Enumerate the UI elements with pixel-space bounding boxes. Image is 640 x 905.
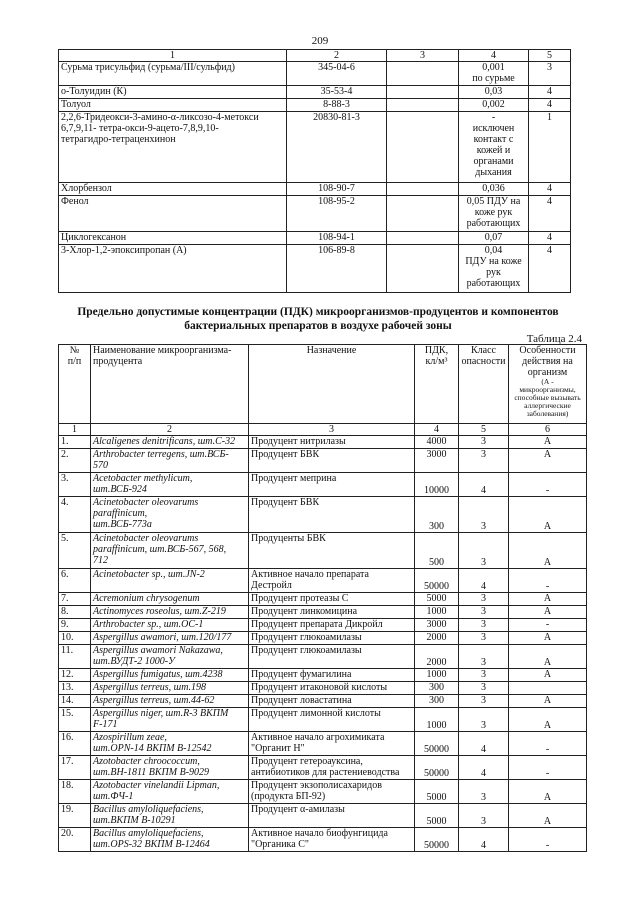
special-effect: А	[509, 533, 587, 569]
table-row	[59, 245, 571, 293]
organism-name: Azospirillum zeae, шт.OPN-14 ВКПМ В-12542	[91, 732, 249, 756]
hazard-class: 4	[459, 732, 509, 756]
purpose: Продуцент глюкоамилазы	[249, 632, 415, 645]
row-number: 12.	[59, 669, 91, 682]
row-number: 19.	[59, 804, 91, 828]
hazard-class: 3	[459, 436, 509, 449]
table-row	[59, 183, 571, 196]
hazard-class: 3	[459, 533, 509, 569]
hazard-class: 3	[459, 695, 509, 708]
header-name: Наименование микроорганизма- продуцента	[91, 345, 249, 424]
hazard-class: 4	[529, 86, 571, 99]
table-row	[59, 645, 587, 669]
cas-number: 8-88-3	[287, 99, 387, 112]
hazard-class: 4	[529, 196, 571, 232]
row-number: 18.	[59, 780, 91, 804]
organism-name: Acinetobacter oleovarums paraffinicum, шт.ВСБ-773а	[91, 497, 249, 533]
pdk-value: 0,036	[459, 183, 529, 196]
table-row	[59, 606, 587, 619]
row-number: 17.	[59, 756, 91, 780]
pdk-value: 2000	[415, 645, 459, 669]
pdk-value: 300	[415, 497, 459, 533]
row-number: 15.	[59, 708, 91, 732]
hazard-class: 4	[529, 183, 571, 196]
special-effect: -	[509, 619, 587, 632]
special-effect: -	[509, 756, 587, 780]
empty-cell	[387, 86, 459, 99]
column-index: 6	[509, 424, 587, 436]
column-index: 4	[415, 424, 459, 436]
empty-cell	[387, 232, 459, 245]
column-index: 1	[59, 424, 91, 436]
pdk-value: 1000	[415, 606, 459, 619]
organism-name: Aspergillus awamori, шт.120/177	[91, 632, 249, 645]
special-effect: А	[509, 497, 587, 533]
organism-name: Aspergillus niger, шт.R-3 ВКПМ F-171	[91, 708, 249, 732]
hazard-class: 3	[529, 62, 571, 86]
special-effect: А	[509, 606, 587, 619]
column-index: 2	[91, 424, 249, 436]
purpose: Продуцент экзополисахаридов (продукта БП-92)	[249, 780, 415, 804]
special-effect: А	[509, 804, 587, 828]
special-effect: А	[509, 645, 587, 669]
special-effect: А	[509, 436, 587, 449]
hazard-class: 3	[459, 606, 509, 619]
pdk-value: 0,05 ПДУ на коже рук работающих	[459, 196, 529, 232]
special-effect: А	[509, 593, 587, 606]
organism-name: Aspergillus fumigatus, шт.4238	[91, 669, 249, 682]
hazard-class: 3	[459, 497, 509, 533]
header-purpose: Назначение	[249, 345, 415, 424]
special-effect: А	[509, 708, 587, 732]
hazard-class: 3	[459, 619, 509, 632]
row-number: 9.	[59, 619, 91, 632]
hazard-class: 3	[459, 632, 509, 645]
substance-name: Хлорбензол	[59, 183, 287, 196]
table-row	[59, 695, 587, 708]
table-row	[59, 112, 571, 183]
column-index-row	[59, 424, 587, 436]
pdk-value: 500	[415, 533, 459, 569]
hazard-class: 3	[459, 645, 509, 669]
organism-name: Actinomyces roseolus, шт.Z-219	[91, 606, 249, 619]
organism-name: Acetobacter methylicum, шт.ВСБ-924	[91, 473, 249, 497]
purpose: Продуцент БВК	[249, 449, 415, 473]
row-number: 10.	[59, 632, 91, 645]
organism-name: Azotobacter vinelandii Lipman, шт.ФЧ-1	[91, 780, 249, 804]
substance-name: о-Толуидин (К)	[59, 86, 287, 99]
purpose: Продуцент протеазы С	[249, 593, 415, 606]
header-cell: 1	[59, 50, 287, 62]
cas-number: 108-90-7	[287, 183, 387, 196]
empty-cell	[387, 245, 459, 293]
table-row	[59, 232, 571, 245]
special-effect: А	[509, 695, 587, 708]
pdk-value: 300	[415, 695, 459, 708]
purpose: Продуцент фумагилина	[249, 669, 415, 682]
hazard-class: 4	[529, 99, 571, 112]
purpose: Продуцент препарата Дикройл	[249, 619, 415, 632]
cas-number: 108-94-1	[287, 232, 387, 245]
purpose: Продуцент гетероауксина, антибиотиков для растениеводства	[249, 756, 415, 780]
page-number: 209	[311, 35, 329, 47]
special-effect: -	[509, 828, 587, 852]
empty-cell	[387, 99, 459, 112]
header-pdk: ПДК, кл/м³	[415, 345, 459, 424]
purpose: Продуцент нитрилазы	[249, 436, 415, 449]
special-effect: -	[509, 732, 587, 756]
special-effect: А	[509, 449, 587, 473]
table-row	[59, 632, 587, 645]
organism-name: Alcaligenes denitrificans, шт.С-32	[91, 436, 249, 449]
table-row	[59, 669, 587, 682]
table-header-row	[59, 50, 571, 62]
table-row	[59, 682, 587, 695]
organism-name: Azotobacter chroococcum, шт.ВН-1811 ВКПМ В-9029	[91, 756, 249, 780]
table-chemical-pdk	[58, 49, 571, 293]
purpose: Продуцент ловастатина	[249, 695, 415, 708]
substance-name: Толуол	[59, 99, 287, 112]
hazard-class: 3	[459, 449, 509, 473]
cas-number: 345-04-6	[287, 62, 387, 86]
pdk-value: 0,07	[459, 232, 529, 245]
special-effect: -	[509, 569, 587, 593]
substance-name: 2,2,6-Тридеокси-3-амино-α-ликсозо-4-метокси 6,7,9,11- тетра-окси-9-ацето-7,8,9,10- тетрагидро-тетраценхинон	[59, 112, 287, 183]
purpose: Активное начало биофунгицида "Органика С"	[249, 828, 415, 852]
special-effect: А	[509, 669, 587, 682]
pdk-value: 0,04 ПДУ на коже рук работающих	[459, 245, 529, 293]
purpose: Продуцент α-амилазы	[249, 804, 415, 828]
row-number: 6.	[59, 569, 91, 593]
purpose: Продуцент БВК	[249, 497, 415, 533]
pdk-value: 5000	[415, 593, 459, 606]
pdk-value: 3000	[415, 449, 459, 473]
table-row	[59, 804, 587, 828]
pdk-value: 3000	[415, 619, 459, 632]
empty-cell	[387, 112, 459, 183]
row-number: 7.	[59, 593, 91, 606]
special-effect	[509, 682, 587, 695]
pdk-value: 0,03	[459, 86, 529, 99]
purpose: Продуцент меприна	[249, 473, 415, 497]
table-row	[59, 828, 587, 852]
organism-name: Acinetobacter sp., шт.JN-2	[91, 569, 249, 593]
header-special-note: (А - микроорганизмы, способные вызывать аллергические заболевания)	[514, 377, 581, 418]
purpose: Активное начало препарата Дестройл	[249, 569, 415, 593]
pdk-value: 5000	[415, 780, 459, 804]
pdk-value: 0,002	[459, 99, 529, 112]
row-number: 8.	[59, 606, 91, 619]
special-effect: А	[509, 632, 587, 645]
row-number: 3.	[59, 473, 91, 497]
row-number: 14.	[59, 695, 91, 708]
pdk-value: 50000	[415, 828, 459, 852]
purpose: Продуцент итаконовой кислоты	[249, 682, 415, 695]
pdk-value: 50000	[415, 569, 459, 593]
pdk-value: 50000	[415, 732, 459, 756]
empty-cell	[387, 62, 459, 86]
organism-name: Bacillus amyloliquefaciens, шт.ВКПМ В-10291	[91, 804, 249, 828]
pdk-value: 10000	[415, 473, 459, 497]
purpose: Активное начало агрохимиката "Органит Н"	[249, 732, 415, 756]
hazard-class: 3	[459, 804, 509, 828]
organism-name: Arthrobacter terregens, шт.ВСБ- 570	[91, 449, 249, 473]
row-number: 2.	[59, 449, 91, 473]
header-cell: 5	[529, 50, 571, 62]
table-row	[59, 473, 587, 497]
column-index: 3	[249, 424, 415, 436]
substance-name: 3-Хлор-1,2-эпоксипропан (А)	[59, 245, 287, 293]
table-microorganism-pdk	[58, 344, 587, 852]
organism-name: Aspergillus terreus, шт.44-62	[91, 695, 249, 708]
hazard-class: 3	[459, 593, 509, 606]
purpose: Продуцент линкомицина	[249, 606, 415, 619]
row-number: 4.	[59, 497, 91, 533]
cas-number: 108-95-2	[287, 196, 387, 232]
pdk-value: 0,001 по сурьме	[459, 62, 529, 86]
hazard-class: 4	[459, 828, 509, 852]
table-row	[59, 708, 587, 732]
substance-name: Сурьма трисульфид (сурьма/III/сульфид)	[59, 62, 287, 86]
header-class: Класс опасности	[459, 345, 509, 424]
hazard-class: 4	[459, 569, 509, 593]
table-row	[59, 533, 587, 569]
hazard-class: 1	[529, 112, 571, 183]
hazard-class: 4	[459, 473, 509, 497]
hazard-class: 3	[459, 708, 509, 732]
header-cell: 2	[287, 50, 387, 62]
section-heading: Предельно допустимые концентрации (ПДК) микроорганизмов-продуцентов и компонентов бактериальных препаратов в воздухе рабочей зоны	[77, 306, 559, 332]
row-number: 5.	[59, 533, 91, 569]
hazard-class: 4	[529, 232, 571, 245]
table-row	[59, 619, 587, 632]
organism-name: Aspergillus awamori Nakazawa, шт.ВУДТ-2 1000-У	[91, 645, 249, 669]
column-index: 5	[459, 424, 509, 436]
purpose: Продуцент лимонной кислоты	[249, 708, 415, 732]
hazard-class: 3	[459, 669, 509, 682]
pdk-value: 2000	[415, 632, 459, 645]
substance-name: Циклогексанон	[59, 232, 287, 245]
cas-number: 20830-81-3	[287, 112, 387, 183]
header-cell: 3	[387, 50, 459, 62]
hazard-class: 3	[459, 682, 509, 695]
organism-name: Arthrobacter sp., шт.ОС-1	[91, 619, 249, 632]
hazard-class: 3	[459, 780, 509, 804]
organism-name: Acinetobacter oleovarums paraffinicum, шт.ВСБ-567, 568, 712	[91, 533, 249, 569]
table-row	[59, 196, 571, 232]
table-row	[59, 756, 587, 780]
empty-cell	[387, 196, 459, 232]
organism-name: Bacillus amyloliquefaciens, шт.OPS-32 ВКПМ В-12464	[91, 828, 249, 852]
table-row	[59, 732, 587, 756]
table-header-row	[59, 345, 587, 424]
header-special: Особенности действия на организм (А - микроорганизмы, способные вызывать аллергические заболевания)	[509, 345, 587, 424]
row-number: 11.	[59, 645, 91, 669]
pdk-value: 5000	[415, 804, 459, 828]
special-effect: -	[509, 473, 587, 497]
empty-cell	[387, 183, 459, 196]
pdk-value: - исключен контакт с кожей и органами дыхания	[459, 112, 529, 183]
hazard-class: 4	[459, 756, 509, 780]
header-no: № п/п	[59, 345, 91, 424]
cas-number: 106-89-8	[287, 245, 387, 293]
pdk-value: 1000	[415, 669, 459, 682]
special-effect: А	[509, 780, 587, 804]
table-row	[59, 86, 571, 99]
substance-name: Фенол	[59, 196, 287, 232]
pdk-value: 1000	[415, 708, 459, 732]
pdk-value: 4000	[415, 436, 459, 449]
table-row	[59, 569, 587, 593]
row-number: 13.	[59, 682, 91, 695]
table-row	[59, 497, 587, 533]
organism-name: Aspergillus terreus, шт.198	[91, 682, 249, 695]
row-number: 20.	[59, 828, 91, 852]
table-row	[59, 449, 587, 473]
table-row	[59, 593, 587, 606]
cas-number: 35-53-4	[287, 86, 387, 99]
purpose: Продуцент глюкоамилазы	[249, 645, 415, 669]
pdk-value: 50000	[415, 756, 459, 780]
table-caption: Таблица 2.4	[526, 333, 582, 345]
row-number: 16.	[59, 732, 91, 756]
table-row	[59, 99, 571, 112]
organism-name: Acremonium chrysogenum	[91, 593, 249, 606]
pdk-value: 300	[415, 682, 459, 695]
table-row	[59, 780, 587, 804]
row-number: 1.	[59, 436, 91, 449]
table-row	[59, 62, 571, 86]
hazard-class: 4	[529, 245, 571, 293]
header-cell: 4	[459, 50, 529, 62]
purpose: Продуценты БВК	[249, 533, 415, 569]
table-row	[59, 436, 587, 449]
